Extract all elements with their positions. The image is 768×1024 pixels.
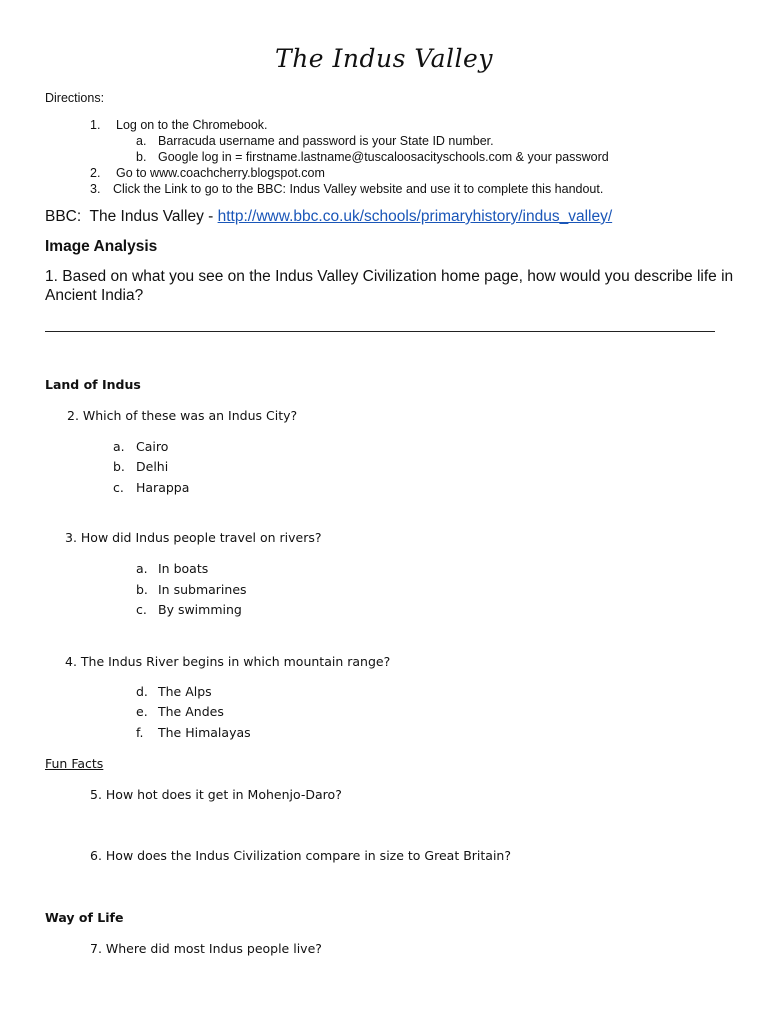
question-6: 6. How does the Indus Civilization compare in size to Great Britain? [90,848,511,863]
q2-option-c-letter: c. [113,480,124,495]
question-3: 3. How did Indus people travel on rivers? [65,530,322,545]
q4-option-d-letter: d. [136,684,148,699]
q3-option-c-text: By swimming [158,602,242,617]
q3-option-c-letter: c. [136,602,147,617]
directions-heading: Directions: [45,91,105,105]
q2-option-a-letter: a. [113,439,125,454]
direction-step-1a-text: Barracuda username and password is your State ID number. [158,134,494,148]
q3-option-a-letter: a. [136,561,148,576]
question-2: 2. Which of these was an Indus City? [67,408,298,423]
direction-step-1b-text: Google log in = firstname.lastname@tuscaloosacityschools.com & your password [158,150,609,164]
land-of-indus-heading: Land of Indus [45,377,141,392]
fun-facts-heading: Fun Facts [45,756,104,771]
q4-option-e-letter: e. [136,704,148,719]
question-1-line-1: 1. Based on what you see on the Indus Valley Civilization home page, how would you describe life in [45,268,734,285]
bbc-line [45,208,612,226]
direction-step-1b-num: b. [136,150,147,164]
q2-option-c-text: Harappa [136,480,190,495]
image-analysis-heading: Image Analysis [45,238,158,255]
question-4: 4. The Indus River begins in which mountain range? [65,654,391,669]
bbc-link[interactable]: http://www.bbc.co.uk/schools/primaryhistory/indus_valley/ [217,208,613,225]
direction-step-2-text: Go to www.coachcherry.blogspot.com [116,166,325,180]
direction-step-1-text: Log on to the Chromebook. [116,118,268,132]
direction-step-3-text: Click the Link to go to the BBC: Indus Valley website and use it to complete this handout. [113,182,604,196]
answer-line-1[interactable] [45,331,715,332]
q3-option-b-text: In submarines [158,582,247,597]
question-7: 7. Where did most Indus people live? [90,941,322,956]
q3-option-a-text: In boats [158,561,209,576]
q2-option-a-text: Cairo [136,439,169,454]
q3-option-b-letter: b. [136,582,148,597]
question-1-line-2: Ancient India? [45,287,144,304]
q4-option-f-letter: f. [136,725,144,740]
page-title: The Indus Valley [275,44,493,73]
q4-option-f-text: The Himalayas [158,725,251,740]
question-5: 5. How hot does it get in Mohenjo-Daro? [90,787,342,802]
q4-option-d-text: The Alps [158,684,212,699]
direction-step-1-num: 1. [90,118,101,132]
direction-step-2-num: 2. [90,166,101,180]
q2-option-b-text: Delhi [136,459,169,474]
direction-step-1a-num: a. [136,134,147,148]
direction-step-3-num: 3. [90,182,101,196]
way-of-life-heading: Way of Life [45,910,124,925]
q4-option-e-text: The Andes [158,704,224,719]
q2-option-b-letter: b. [113,459,125,474]
bbc-prefix: BBC: The Indus Valley - [45,208,218,225]
